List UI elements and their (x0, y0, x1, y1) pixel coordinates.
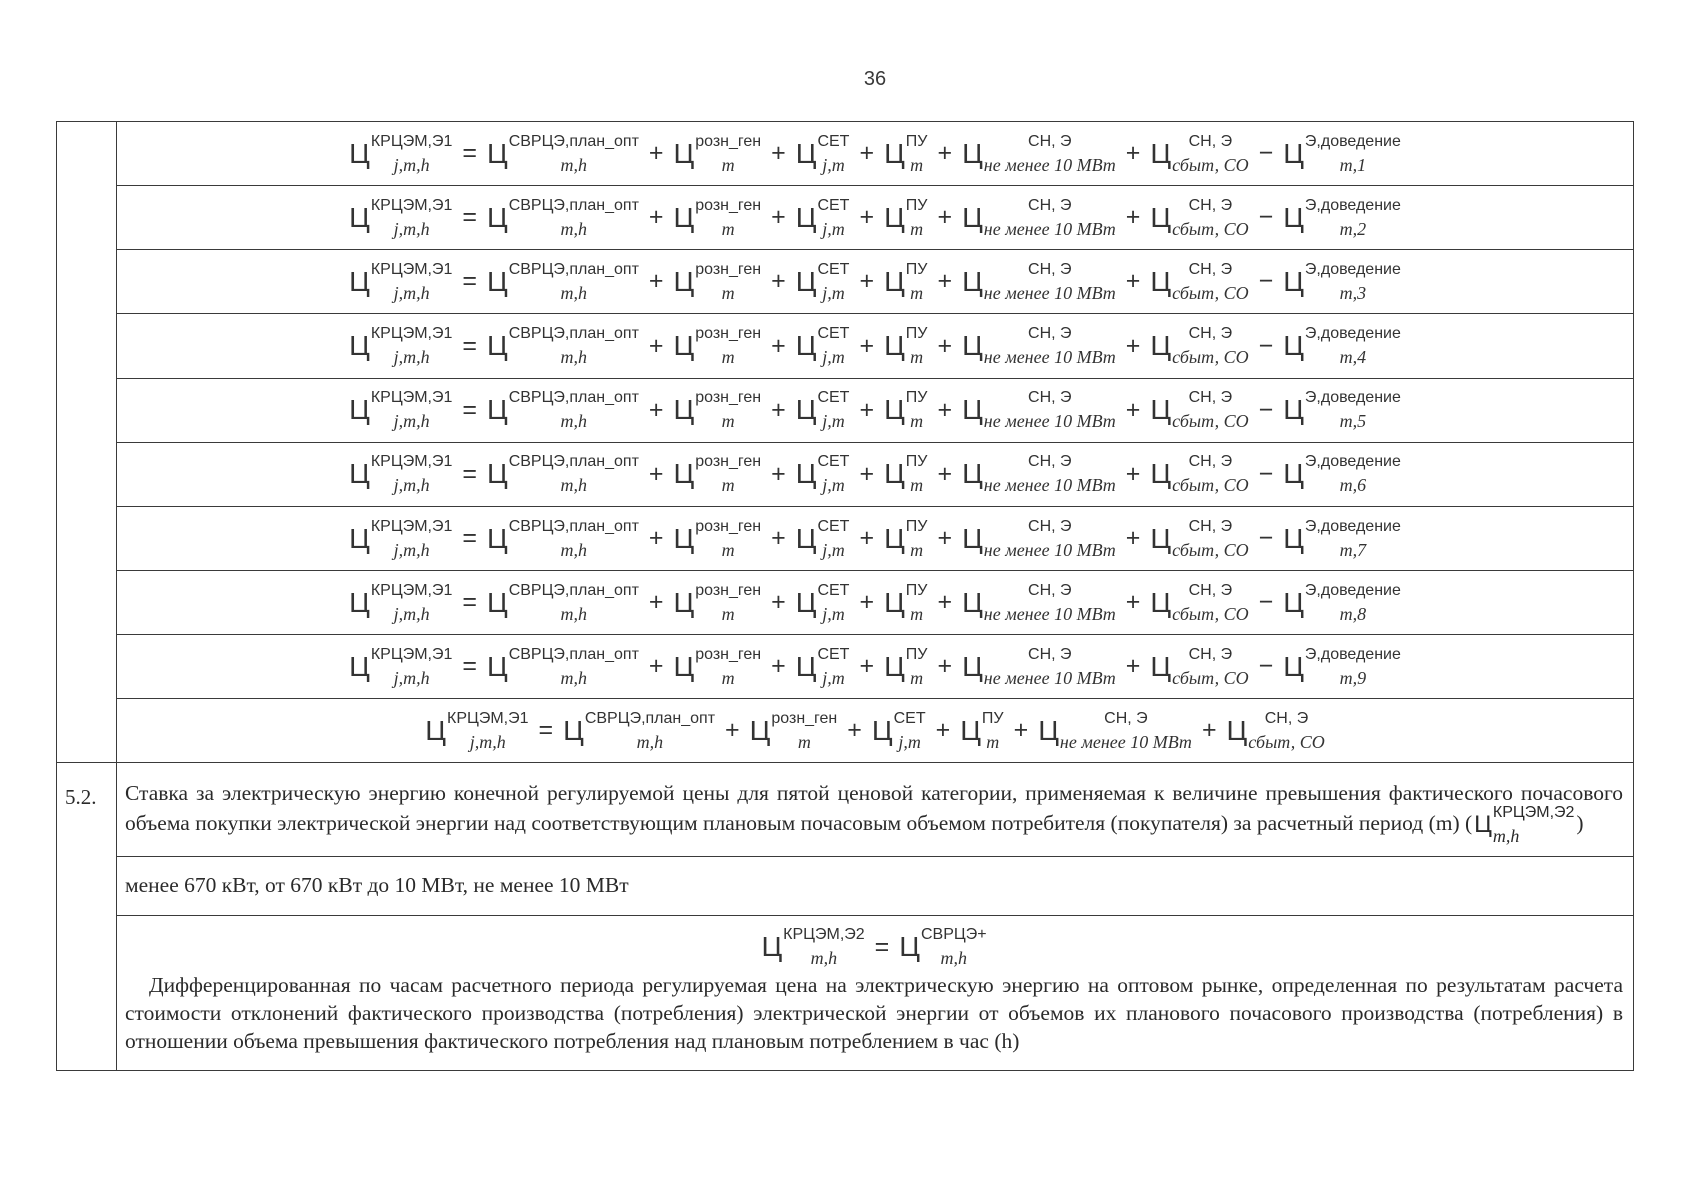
adjustment-symbol: Ц Э,доведение m,8 (1283, 581, 1401, 624)
sales-co-symbol: Ц СН, Э сбыт, СО (1150, 517, 1249, 560)
network-price-symbol: Ц СЕТ j,m (795, 517, 850, 560)
wholesale-price-symbol: Ц СВРЦЭ,план_опт m,h (486, 196, 639, 239)
lhs-price-symbol: Ц КРЦЭМ,Э1 j,m,h (349, 325, 453, 368)
formula-row (57, 442, 1634, 506)
lhs-price-symbol: Ц КРЦЭМ,Э1 j,m,h (349, 260, 453, 303)
formula: Ц КРЦЭМ,Э1 j,m,h = Ц СВРЦЭ,план_опт m,h + Ц розн_ген m + Ц СЕТ j,m + Ц ПУ m + Ц СН, Э не менее 10 МВт + Ц СН, Э сбыт, СО − Ц Э,доведение m,3 (349, 260, 1401, 303)
formula-row (57, 250, 1634, 314)
page-number: 36 (863, 68, 887, 90)
formula-row (57, 506, 1634, 570)
formula-row (57, 378, 1634, 442)
formula-row (57, 635, 1634, 699)
sales-co-symbol: Ц СН, Э сбыт, СО (1226, 709, 1325, 752)
sales-co-symbol: Ц СН, Э сбыт, СО (1150, 645, 1249, 688)
wholesale-price-symbol: Ц СВРЦЭ,план_опт m,h (486, 645, 639, 688)
sales-markup-symbol: Ц СН, Э не менее 10 МВт (962, 196, 1116, 239)
sales-co-symbol: Ц СН, Э сбыт, СО (1150, 132, 1249, 175)
lhs-price-symbol: Ц КРЦЭМ,Э1 j,m,h (425, 709, 529, 752)
wholesale-price-symbol: Ц СВРЦЭ,план_опт m,h (486, 325, 639, 368)
formula-cell (117, 250, 1634, 314)
power-ranges: менее 670 кВт, от 670 кВт до 10 МВт, не менее 10 МВт (117, 856, 1634, 915)
network-price-symbol: Ц СЕТ j,m (795, 581, 850, 624)
definition-row (57, 915, 1634, 1070)
formula-cell (117, 186, 1634, 250)
tariff-table (56, 121, 1634, 1071)
network-price-symbol: Ц СЕТ j,m (795, 132, 850, 175)
power-range-row (57, 856, 1634, 915)
sales-co-symbol: Ц СН, Э сбыт, СО (1150, 581, 1249, 624)
retail-gen-price-symbol: Ц розн_ген m (673, 196, 762, 239)
network-price-symbol: Ц СЕТ j,m (871, 709, 926, 752)
lhs-price-symbol: Ц КРЦЭМ,Э1 j,m,h (349, 581, 453, 624)
sales-markup-symbol: Ц СН, Э не менее 10 МВт (962, 132, 1116, 175)
adjustment-symbol: Ц Э,доведение m,7 (1283, 517, 1401, 560)
sales-markup-symbol: Ц СН, Э не менее 10 МВт (962, 581, 1116, 624)
retail-gen-price-symbol: Ц розн_ген m (673, 132, 762, 175)
section-number: 5.2. (57, 762, 117, 1070)
adjustment-symbol: Ц Э,доведение m,3 (1283, 260, 1401, 303)
section-description (117, 762, 1634, 856)
formula: Ц КРЦЭМ,Э1 j,m,h = Ц СВРЦЭ,план_опт m,h + Ц розн_ген m + Ц СЕТ j,m + Ц ПУ m + Ц СН, Э не менее 10 МВт + Ц СН, Э сбыт, СО − Ц Э,доведение m,6 (349, 453, 1401, 496)
formula-row (57, 571, 1634, 635)
formula-cell (117, 635, 1634, 699)
sales-co-symbol: Ц СН, Э сбыт, СО (1150, 260, 1249, 303)
sales-co-symbol: Ц СН, Э сбыт, СО (1150, 325, 1249, 368)
services-price-symbol: Ц ПУ m (884, 132, 928, 175)
formula: Ц КРЦЭМ,Э1 j,m,h = Ц СВРЦЭ,план_опт m,h + Ц розн_ген m + Ц СЕТ j,m + Ц ПУ m + Ц СН, Э не менее 10 МВт + Ц СН, Э сбыт, СО − Ц Э,доведение m,5 (349, 389, 1401, 432)
lhs-price-symbol: Ц КРЦЭМ,Э1 j,m,h (349, 645, 453, 688)
wholesale-price-symbol: Ц СВРЦЭ,план_опт m,h (486, 132, 639, 175)
formula-cell (117, 571, 1634, 635)
formula-cell (117, 442, 1634, 506)
section-text: Ставка за электрическую энергию конечной регулируемой цены для пятой ценовой категории, применяемая к величине превышения фактического почасового объема покупки электрической энергии над соответствующим плановым почасовым объемом потребителя (покупателя) за расчетный период (m) ( (125, 781, 1623, 835)
services-price-symbol: Ц ПУ m (884, 260, 928, 303)
sales-markup-symbol: Ц СН, Э не менее 10 МВт (962, 453, 1116, 496)
section-row (57, 762, 1634, 856)
adjustment-symbol: Ц Э,доведение m,6 (1283, 453, 1401, 496)
network-price-symbol: Ц СЕТ j,m (795, 196, 850, 239)
wholesale-price-symbol: Ц СВРЦЭ,план_опт m,h (486, 389, 639, 432)
retail-gen-price-symbol: Ц розн_ген m (749, 709, 838, 752)
adjustment-symbol: Ц Э,доведение m,4 (1283, 325, 1401, 368)
formula: Ц КРЦЭМ,Э1 j,m,h = Ц СВРЦЭ,план_опт m,h + Ц розн_ген m + Ц СЕТ j,m + Ц ПУ m + Ц СН, Э не менее 10 МВт + Ц СН, Э сбыт, СО − Ц Э,доведение m,7 (349, 517, 1401, 560)
formula: Ц КРЦЭМ,Э1 j,m,h = Ц СВРЦЭ,план_опт m,h + Ц розн_ген m + Ц СЕТ j,m + Ц ПУ m + Ц СН, Э не менее 10 МВт + Ц СН, Э сбыт, СО − Ц Э,доведение m,9 (349, 645, 1401, 688)
retail-gen-price-symbol: Ц розн_ген m (673, 645, 762, 688)
formula: Ц КРЦЭМ,Э1 j,m,h = Ц СВРЦЭ,план_опт m,h + Ц розн_ген m + Ц СЕТ j,m + Ц ПУ m + Ц СН, Э не менее 10 МВт + Ц СН, Э сбыт, СО − Ц Э,доведение m,1 (349, 132, 1401, 175)
services-price-symbol: Ц ПУ m (960, 709, 1004, 752)
services-price-symbol: Ц ПУ m (884, 389, 928, 432)
lhs-price-symbol: Ц КРЦЭМ,Э1 j,m,h (349, 132, 453, 175)
formula-cell (117, 699, 1634, 762)
final-formula: Ц КРЦЭМ,Э2 m,h = Ц СВРЦЭ+ m,h (761, 925, 987, 968)
formula: Ц КРЦЭМ,Э1 j,m,h = Ц СВРЦЭ,план_опт m,h + Ц розн_ген m + Ц СЕТ j,m + Ц ПУ m + Ц СН, Э не менее 10 МВт + Ц СН, Э сбыт, СО (425, 709, 1325, 752)
retail-gen-price-symbol: Ц розн_ген m (673, 581, 762, 624)
formula-row (57, 314, 1634, 378)
formula: Ц КРЦЭМ,Э1 j,m,h = Ц СВРЦЭ,план_опт m,h + Ц розн_ген m + Ц СЕТ j,m + Ц ПУ m + Ц СН, Э не менее 10 МВт + Ц СН, Э сбыт, СО − Ц Э,доведение m,2 (349, 196, 1401, 239)
lhs-price-symbol: Ц КРЦЭМ,Э1 j,m,h (349, 196, 453, 239)
final-rhs-symbol: Ц СВРЦЭ+ m,h (899, 925, 987, 968)
sales-co-symbol: Ц СН, Э сбыт, СО (1150, 453, 1249, 496)
sales-markup-symbol: Ц СН, Э не менее 10 МВт (962, 325, 1116, 368)
services-price-symbol: Ц ПУ m (884, 196, 928, 239)
lhs-price-symbol: Ц КРЦЭМ,Э1 j,m,h (349, 517, 453, 560)
formula-cell (117, 122, 1634, 186)
sales-co-symbol: Ц СН, Э сбыт, СО (1150, 196, 1249, 239)
sales-markup-symbol: Ц СН, Э не менее 10 МВт (962, 645, 1116, 688)
wholesale-price-symbol: Ц СВРЦЭ,план_опт m,h (486, 517, 639, 560)
final-lhs-symbol: Ц КРЦЭМ,Э2 m,h (761, 925, 865, 968)
services-price-symbol: Ц ПУ m (884, 453, 928, 496)
network-price-symbol: Ц СЕТ j,m (795, 645, 850, 688)
retail-gen-price-symbol: Ц розн_ген m (673, 260, 762, 303)
retail-gen-price-symbol: Ц розн_ген m (673, 389, 762, 432)
sales-co-symbol: Ц СН, Э сбыт, СО (1150, 389, 1249, 432)
wholesale-price-symbol: Ц СВРЦЭ,план_опт m,h (486, 260, 639, 303)
services-price-symbol: Ц ПУ m (884, 325, 928, 368)
formula-row (57, 122, 1634, 186)
wholesale-price-symbol: Ц СВРЦЭ,план_опт m,h (486, 581, 639, 624)
sales-markup-symbol: Ц СН, Э не менее 10 МВт (962, 260, 1116, 303)
formula-cell (117, 506, 1634, 570)
services-price-symbol: Ц ПУ m (884, 581, 928, 624)
formula-row (57, 699, 1634, 762)
section-text-close: ) (1576, 810, 1584, 835)
formula-row (57, 186, 1634, 250)
adjustment-symbol: Ц Э,доведение m,2 (1283, 196, 1401, 239)
adjustment-symbol: Ц Э,доведение m,5 (1283, 389, 1401, 432)
services-price-symbol: Ц ПУ m (884, 645, 928, 688)
network-price-symbol: Ц СЕТ j,m (795, 325, 850, 368)
sales-markup-symbol: Ц СН, Э не менее 10 МВт (962, 517, 1116, 560)
wholesale-price-symbol: Ц СВРЦЭ,план_опт m,h (563, 709, 716, 752)
adjustment-symbol: Ц Э,доведение m,9 (1283, 645, 1401, 688)
sales-markup-symbol: Ц СН, Э не менее 10 МВт (962, 389, 1116, 432)
retail-gen-price-symbol: Ц розн_ген m (673, 453, 762, 496)
retail-gen-price-symbol: Ц розн_ген m (673, 517, 762, 560)
lhs-price-symbol: Ц КРЦЭМ,Э1 j,m,h (349, 389, 453, 432)
definition-text: Дифференцированная по часам расчетного периода регулируемая цена на электрическую энергию на оптовом рынке, определенная по результатам расчета стоимости отклонений фактического производства (потребления) электрической энергии от объемов их планового почасового производства (потребления) в отношении объема превышения фактического потребления над плановым потреблением в час (h) (125, 972, 1623, 1053)
network-price-symbol: Ц СЕТ j,m (795, 389, 850, 432)
sales-markup-symbol: Ц СН, Э не менее 10 МВт (1038, 709, 1192, 752)
formula: Ц КРЦЭМ,Э1 j,m,h = Ц СВРЦЭ,план_опт m,h + Ц розн_ген m + Ц СЕТ j,m + Ц ПУ m + Ц СН, Э не менее 10 МВт + Ц СН, Э сбыт, СО − Ц Э,доведение m,4 (349, 325, 1401, 368)
formula: Ц КРЦЭМ,Э1 j,m,h = Ц СВРЦЭ,план_опт m,h + Ц розн_ген m + Ц СЕТ j,m + Ц ПУ m + Ц СН, Э не менее 10 МВт + Ц СН, Э сбыт, СО − Ц Э,доведение m,8 (349, 581, 1401, 624)
price-symbol-inline: Ц КРЦЭМ,Э2 m,h (1474, 803, 1575, 846)
definition-cell (117, 915, 1634, 1070)
network-price-symbol: Ц СЕТ j,m (795, 453, 850, 496)
formula-cell (117, 314, 1634, 378)
retail-gen-price-symbol: Ц розн_ген m (673, 325, 762, 368)
adjustment-symbol: Ц Э,доведение m,1 (1283, 132, 1401, 175)
empty-number-cell (57, 122, 117, 763)
services-price-symbol: Ц ПУ m (884, 517, 928, 560)
lhs-price-symbol: Ц КРЦЭМ,Э1 j,m,h (349, 453, 453, 496)
formula-cell (117, 378, 1634, 442)
network-price-symbol: Ц СЕТ j,m (795, 260, 850, 303)
wholesale-price-symbol: Ц СВРЦЭ,план_опт m,h (486, 453, 639, 496)
